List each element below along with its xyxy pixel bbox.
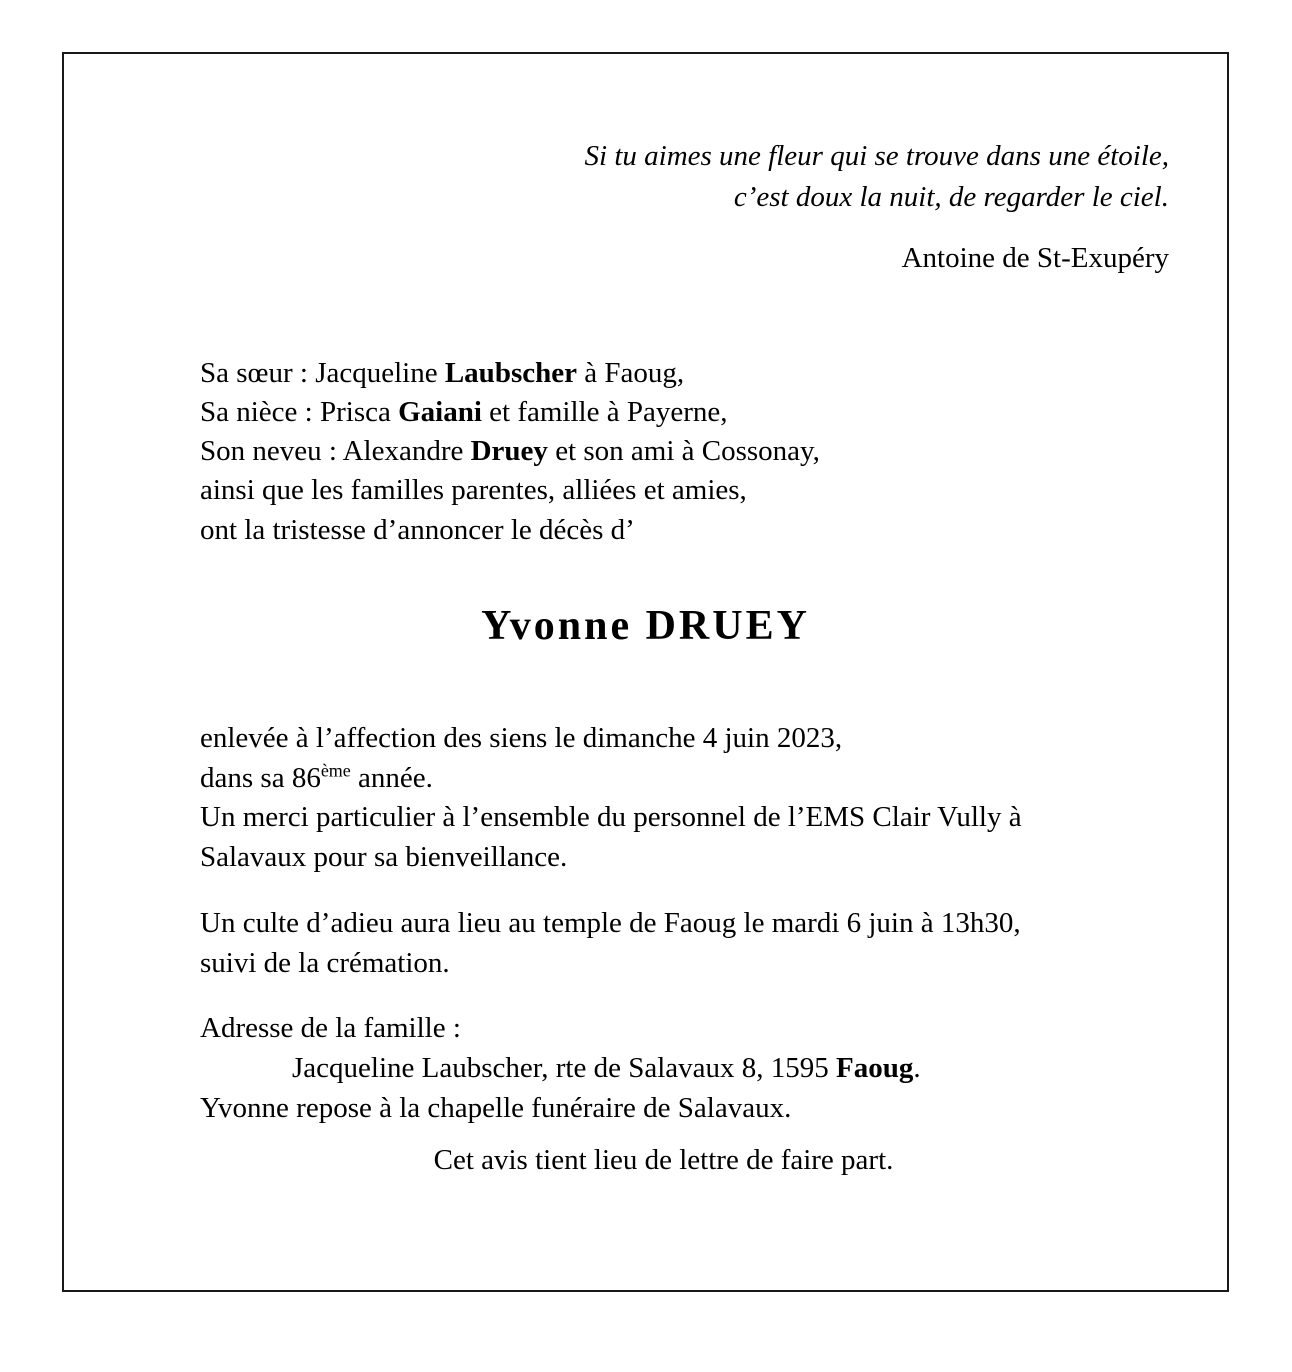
deceased-name: Yvonne DRUEY	[481, 603, 810, 649]
address-paragraph	[200, 1009, 1167, 1128]
address-text-suffix: .	[913, 1052, 921, 1085]
family-line-nephew	[200, 432, 820, 471]
epigraph-line-2: c’est doux la nuit, de regarder le ciel.	[733, 181, 1169, 214]
family-announcement-block	[200, 354, 820, 550]
death-age-line	[200, 759, 1167, 799]
epigraph-line-1: Si tu aimes une fleur qui se trouve dans une étoile,	[584, 140, 1169, 172]
death-details-paragraph	[200, 719, 1167, 878]
notice-body	[200, 719, 1167, 1128]
address-line	[200, 1049, 1167, 1089]
notice-inner	[64, 54, 1227, 1290]
address-text-prefix: Jacqueline Laubscher, rte de Salavaux 8, 1595	[292, 1052, 837, 1085]
family-sister-suffix: à Faoug,	[576, 357, 685, 389]
family-line-sister	[200, 354, 820, 393]
family-niece-surname: Gaiani	[398, 396, 482, 429]
family-sister-prefix: Sa sœur : Jacqueline	[200, 357, 445, 389]
family-sister-surname: Laubscher	[444, 357, 577, 389]
death-age-suffix: année.	[350, 761, 433, 794]
family-nephew-prefix: Son neveu : Alexandre	[200, 435, 471, 468]
death-notice-frame	[62, 52, 1229, 1292]
death-date-line: enlevée à l’affection des siens le dimanche 4 juin 2023,	[200, 722, 843, 754]
address-label: Adresse de la famille :	[200, 1012, 461, 1045]
ceremony-paragraph	[200, 904, 1167, 983]
address-town: Faoug	[836, 1052, 914, 1085]
family-niece-suffix: et famille à Payerne,	[481, 396, 728, 429]
epigraph-attribution: Antoine de St-Exupéry	[901, 242, 1169, 274]
family-niece-prefix: Sa nièce : Prisca	[200, 396, 399, 429]
family-nephew-surname: Druey	[470, 435, 548, 468]
ceremony-line-2: suivi de la crémation.	[200, 946, 450, 979]
death-age-prefix: dans sa 86	[200, 761, 321, 794]
closing-statement: Cet avis tient lieu de lettre de faire part.	[433, 1144, 894, 1176]
death-age-ordinal: ème	[320, 760, 351, 781]
resting-place-line: Yvonne repose à la chapelle funéraire de Salavaux.	[200, 1091, 792, 1124]
epigraph-quote	[64, 136, 1169, 218]
family-line-announce: ont la tristesse d’annoncer le décès d’	[200, 513, 635, 546]
thanks-line-2: Salavaux pour sa bienveillance.	[200, 841, 568, 874]
family-line-niece	[200, 393, 820, 432]
family-line-relatives: ainsi que les familles parentes, alliées et amies,	[200, 474, 747, 507]
family-nephew-suffix: et son ami à Cossonay,	[547, 435, 820, 468]
thanks-line-1: Un merci particulier à l’ensemble du personnel de l’EMS Clair Vully à	[200, 801, 1022, 834]
ceremony-line-1: Un culte d’adieu aura lieu au temple de Faoug le mardi 6 juin à 13h30,	[200, 906, 1021, 939]
